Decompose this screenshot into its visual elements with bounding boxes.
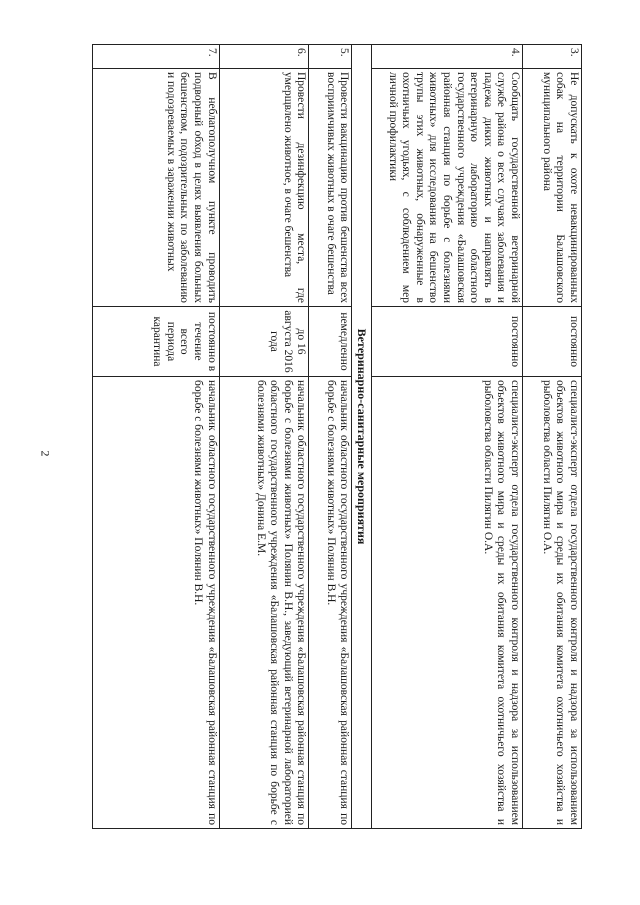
row-responsible: начальник областного государственного учреждения «Балашовская районная станция по борьбе с болезнями животных» Полянин В.Н. [309, 377, 352, 829]
row-number: 7. [93, 45, 220, 69]
row-action: Провести вакцинацию против бешенства всех восприимчивых животных в очаге бешенства [309, 69, 352, 307]
row-responsible: начальник областного государственного учреждения «Балашовская районная станция по борьбе с болезнями животных» Полянин В.Н. [93, 377, 220, 829]
row-responsible: специалист-эксперт отдела государственного контроля и надзора за использованием объектов животного мира и среды их обитания комитета охотничьего хозяйства и рыболовства области Пилягин О.А. [371, 377, 522, 829]
row-term: постоянно [522, 307, 581, 377]
measures-table-container [92, 44, 582, 829]
table-row [371, 45, 522, 829]
row-responsible: специалист-эксперт отдела государственного контроля и надзора за использованием объектов животного мира и среды их обитания комитета охотничьего хозяйства и рыболовства области Пилягин О.А. [522, 377, 581, 829]
section-row [352, 45, 372, 829]
table-row [309, 45, 352, 829]
row-action: В неблагополучном пункте проводить подворный обход в целях выявления больных бешенством, подозрительных по заболеванию и подозреваемых в заражении животных [93, 69, 220, 307]
row-number: 4. [371, 45, 522, 69]
row-action: Провести дезинфекцию места, где умерщвлено животное, в очаге бешенства [219, 69, 309, 307]
row-action: Не допускать к охоте невакцинированных собак на территории Балашовского муниципального района [522, 69, 581, 307]
row-responsible: начальник областного государственного учреждения «Балашовская районная станция по борьбе с болезнями животных» Полянин В.Н., заведующий ветеринарной лабораторией областного государственного учреждения «Балашовская районная станция по борьбе с болезнями животных» Донина Е.М. [219, 377, 309, 829]
row-number: 6. [219, 45, 309, 69]
measures-table [92, 44, 582, 829]
row-number: 3. [522, 45, 581, 69]
table-row [522, 45, 581, 829]
row-term: немедленно [309, 307, 352, 377]
section-title: Ветеринарно-санитарные мероприятия [352, 45, 372, 829]
row-number: 5. [309, 45, 352, 69]
row-term: до 16 августа 2016 года [219, 307, 309, 377]
page-number: 2 [38, 450, 53, 457]
row-term: постоянно в течение всего периода карантина [93, 307, 220, 377]
row-term: постоянно [371, 307, 522, 377]
table-row [219, 45, 309, 829]
table-row [93, 45, 220, 829]
row-action: Сообщать государственной ветеринарной службе района о всех случаях заболевания и падежа диких животных и направлять в ветеринарную лабораторию областного государственного учреждения «Балашовская районная станция по борьбе с болезнями животных» для исследования на бешенство трупы этих животных, обнаруженные в охотничьих угодьях, с соблюдением мер личной профилактики [371, 69, 522, 307]
